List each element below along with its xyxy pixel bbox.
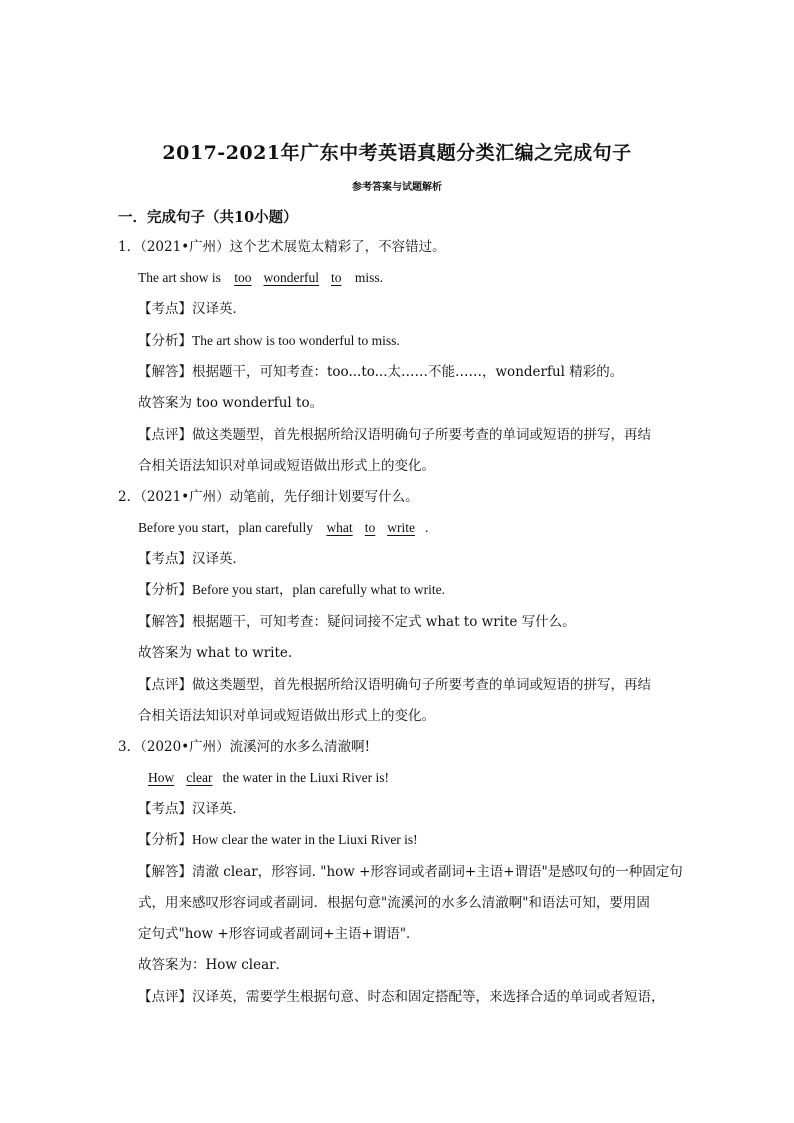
question-3-answer-blank: How clear [148, 770, 213, 785]
question-2-jieda: 【解答】根据题干，可知考查：疑问词接不定式 what to write 写什么。 [138, 614, 576, 630]
page-title: 2017-2021年广东中考英语真题分类汇编之完成句子 [162, 142, 632, 164]
question-1-answer-blank: too wonderful to [234, 270, 342, 285]
question-3-kaodian: 【考点】汉译英． [138, 801, 246, 817]
question-2-answer: 故答案为 what to write. [138, 645, 293, 661]
question-3-sentence: How clear the water in the Liuxi River is! [138, 768, 389, 788]
question-1-sentence: The art show is too wonderful to miss. [138, 268, 383, 288]
question-1-prompt: 1．（2021•广州）这个艺术展览太精彩了，不容错过。 [118, 239, 446, 255]
page-subtitle: 参考答案与试题解析 [352, 182, 442, 193]
question-1-jieda: 【解答】根据题干，可知考查：too...to...太……不能……，wonderful 精彩的。 [138, 364, 624, 380]
question-2-prompt: 2．（2021•广州）动笔前，先仔细计划要写什么。 [118, 489, 419, 505]
question-1-fenxi: 【分析】The art show is too wonderful to miss. [138, 333, 400, 349]
question-1-kaodian: 【考点】汉译英． [138, 301, 246, 317]
question-3-jieda: 【解答】清澈 clear，形容词. "how +形容词或者副词+主语+谓语"是感叹句的一种固定句 [138, 864, 683, 880]
question-3-fenxi: 【分析】How clear the water in the Liuxi River is! [138, 832, 418, 848]
question-1-answer: 故答案为 too wonderful to。 [138, 395, 324, 411]
question-1-dianping-cont: 合相关语法知识对单词或短语做出形式上的变化。 [138, 458, 435, 474]
section-heading: 一．完成句子（共10小题） [118, 209, 298, 226]
question-1-dianping: 【点评】做这类题型，首先根据所给汉语明确句子所要考查的单词或短语的拼写，再结 [138, 427, 651, 443]
question-2-kaodian: 【考点】汉译英． [138, 551, 246, 567]
question-2-fenxi: 【分析】Before you start，plan carefully what to write. [138, 582, 446, 598]
question-2-dianping: 【点评】做这类题型，首先根据所给汉语明确句子所要考查的单词或短语的拼写，再结 [138, 677, 651, 693]
question-2-sentence: Before you start，plan carefully what to write . [138, 518, 428, 538]
question-3-prompt: 3．（2020•广州）流溪河的水多么清澈啊! [118, 739, 371, 755]
question-3-jieda-cont-2: 定句式"how +形容词或者副词+主语+谓语"． [138, 926, 420, 942]
question-2-dianping-cont: 合相关语法知识对单词或短语做出形式上的变化。 [138, 708, 435, 724]
question-3-dianping: 【点评】汉译英，需要学生根据句意、时态和固定搭配等，来选择合适的单词或者短语， [138, 989, 665, 1005]
question-3-answer: 故答案为：How clear． [138, 957, 290, 973]
question-3-jieda-cont-1: 式，用来感叹形容词或者副词．根据句意"流溪河的水多么清澈啊"和语法可知，要用固 [138, 895, 650, 911]
question-2-answer-blank: what to write [326, 520, 415, 535]
